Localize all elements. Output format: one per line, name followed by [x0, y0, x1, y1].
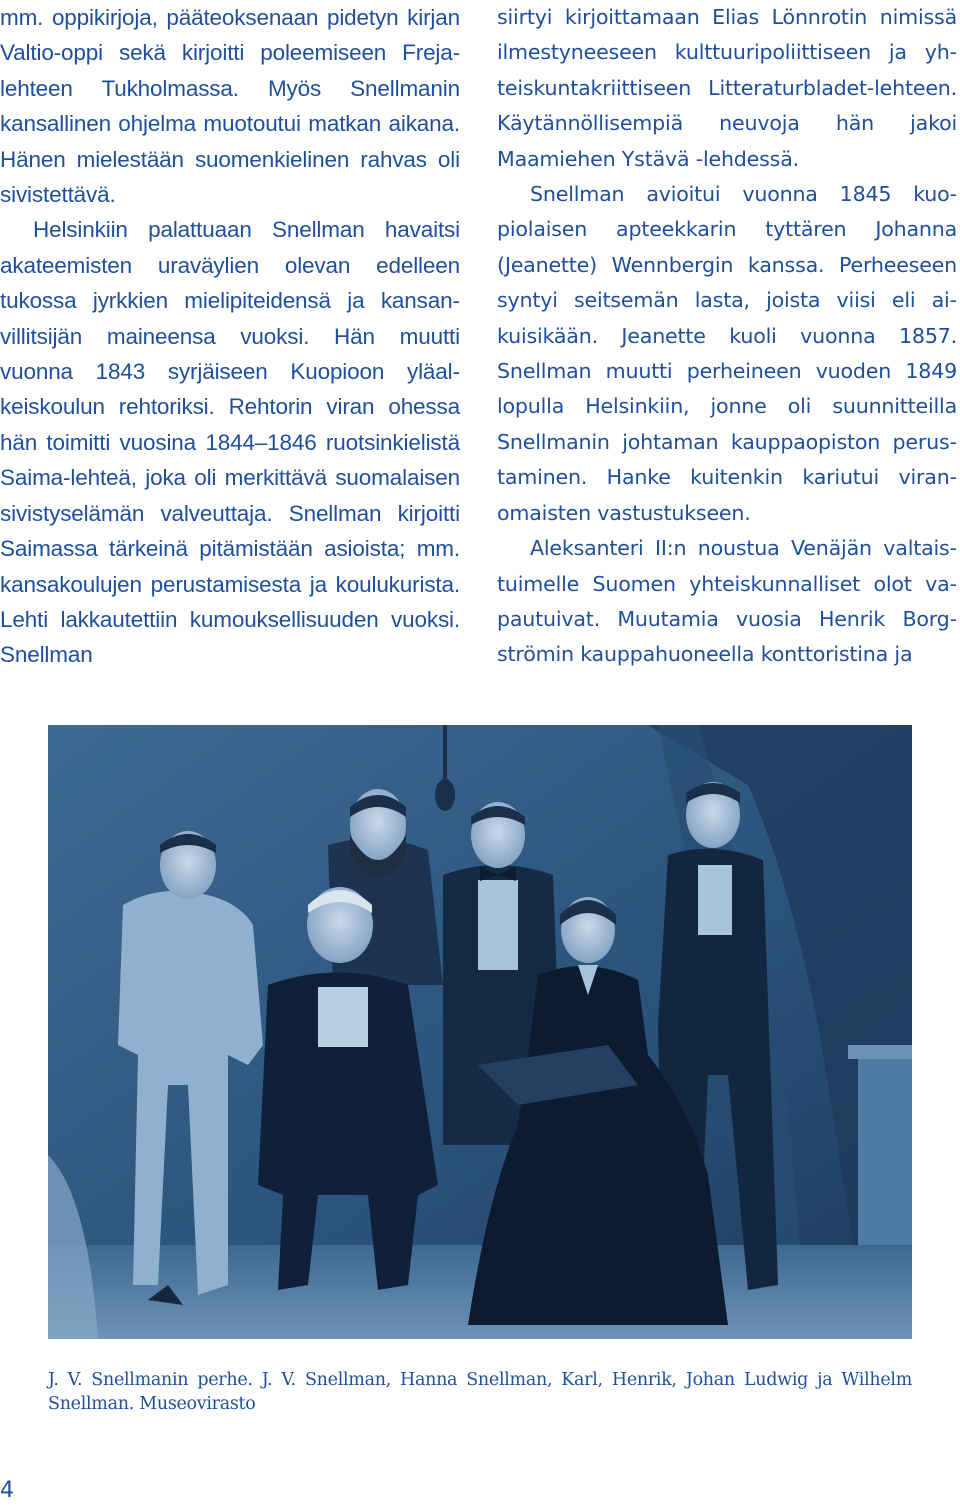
right-paragraph-1: siirtyi kirjoittamaan Elias Lönnrotin nimissä ilmestyneeseen kulttuuripoliittiseen ja yhteiskuntakriittiseen Litteraturbladet-lehteen. Käytännöllisempiä neuvoja hän jakoi Maamiehen Ystävä -lehdessä. [497, 5, 957, 171]
family-photograph-image [48, 725, 912, 1339]
left-column [0, 0, 460, 673]
right-paragraph-2: Snellman avioitui vuonna 1845 kuopiolaisen apteekkarin tyttären Johanna (Jeanette) Wennbergin kanssa. Perheeseen syntyi seitsemän lasta, joista viisi eli aikuisikään. Jeanette kuoli vuonna 1857. Snellman muutti perheineen vuoden 1849 lopulla Helsinkiin, jonne oli suunnitteilla Snellmanin johtaman kauppaopiston perustaminen. Hanke kuitenkin kariutui viranomaisten vastustukseen. [497, 182, 957, 525]
page-number: 4 [0, 1478, 14, 1503]
right-column [497, 0, 957, 673]
left-paragraph-1: mm. oppikirjoja, pääteoksenaan pidetyn kirjan Valtio-oppi sekä kirjoitti poleemiseen Freja-lehteen Tukholmassa. Myös Snellmanin kansallinen ohjelma muotoutui matkan aikana. Hänen mielestään suomenkielinen rahvas oli sivistettävä. [0, 5, 460, 208]
right-paragraph-3: Aleksanteri II:n noustua Venäjän valtaistuimelle Suomen yhteiskunnalliset olot vapautuivat. Muutamia vuosia Henrik Borgströmin kauppahuoneella konttoristina ja [497, 536, 957, 667]
photo-caption: J. V. Snellmanin perhe. J. V. Snellman, Hanna Snellman, Karl, Henrik, Johan Ludwig ja Wilhelm Snellman. Museovirasto [48, 1370, 912, 1414]
family-photograph [48, 725, 912, 1339]
left-paragraph-2: Helsinkiin palattuaan Snellman havaitsi akateemisten uraväylien olevan edelleen tukossa jyrkkien mielipiteidensä ja kansanvillitsijän maineensa vuoksi. Hän muutti vuonna 1843 syrjäiseen Kuopioon yläalkeiskoulun rehtoriksi. Rehtorin viran ohessa hän toimitti vuosina 1844–1846 ruotsinkielistä Saima-lehteä, joka oli merkittävä suomalaisen sivistyselämän valveuttaja. Snellman kirjoitti Saimassa tärkeinä pitämistään asioista; mm. kansakoulujen perustamisesta ja koulukurista. Lehti lakkautettiin kumouksellisuuden vuoksi. Snellman [0, 217, 460, 668]
